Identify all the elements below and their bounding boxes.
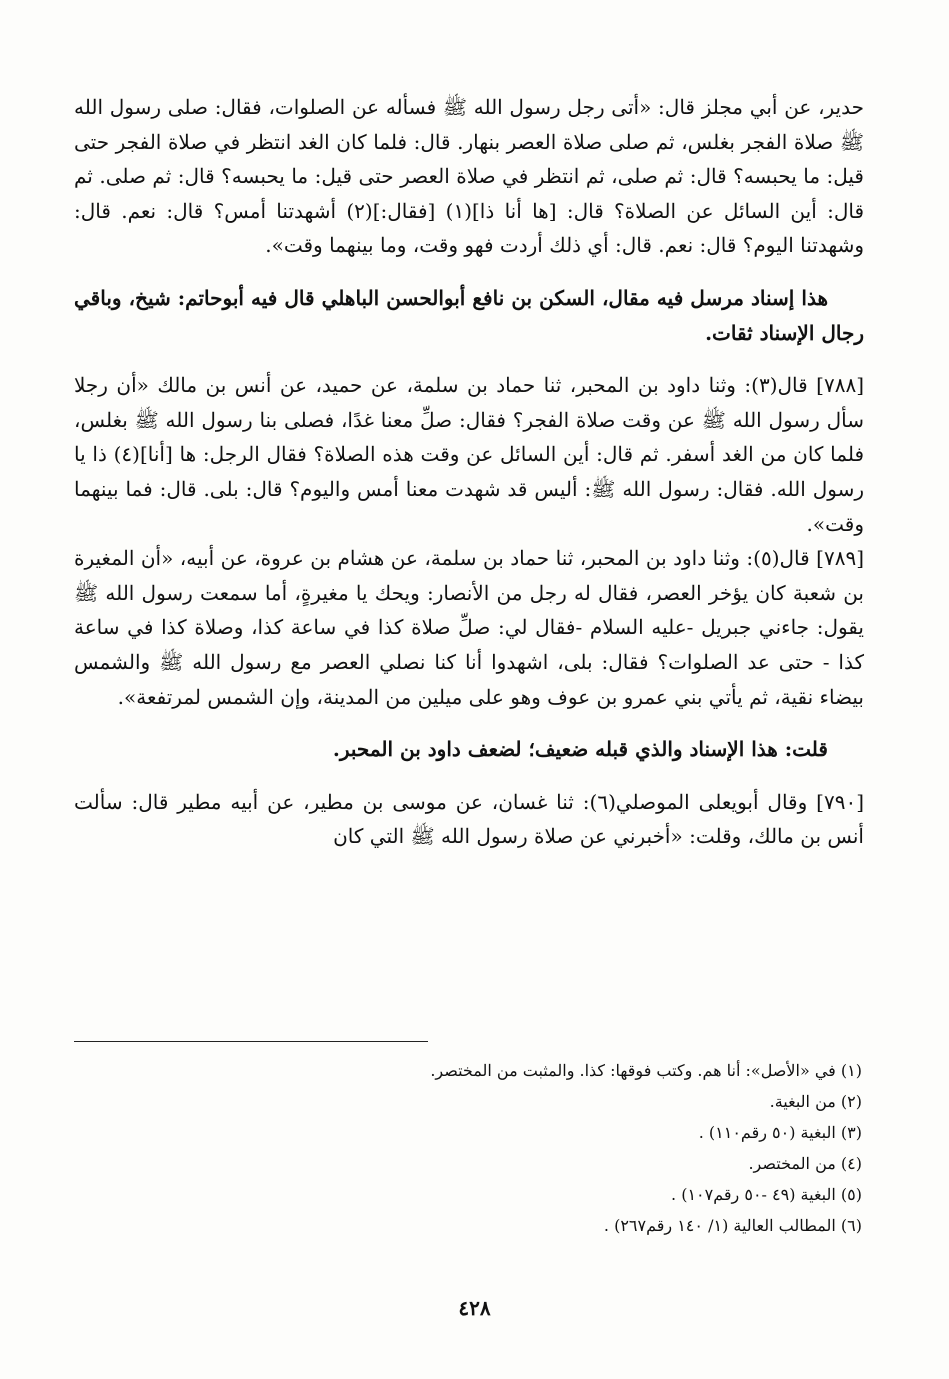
paragraph-qult-comment: قلت: هذا الإسناد والذي قبله ضعيف؛ لضعف داود بن المحبر. bbox=[332, 737, 828, 762]
footnote-6: (٦) المطالب العالية (١/ ١٤٠ رقم٢٦٧) . bbox=[603, 1216, 862, 1235]
paragraph-isnad-comment: هذا إسناد مرسل فيه مقال، السكن بن نافع أبوالحسن الباهلي قال فيه أبوحاتم: شيخ، وباقي رجال الإسناد ثقات. bbox=[74, 285, 864, 345]
footnote-4: (٤) من المختصر. bbox=[748, 1154, 862, 1173]
paragraph-hadith-789: [٧٨٩] قال(٥): وثنا داود بن المحبر، ثنا حماد بن سلمة، عن هشام بن عروة، عن أبيه، «أن المغيرة بن شعبة كان يؤخر العصر، فقال له رجل من الأنصار: ويحك يا مغيرةٍ، أما سمعت رسول الله ﷺ يقول: جاءني جبريل -عليه السلام -فقال لي: صلِّ صلاة كذا في ساعة كذا، وصلاة كذا في ساعة كذا - حتى عد الصلوات؟ فقال: بلى، اشهدوا أنا كنا نصلي العصر مع رسول الله ﷺ والشمس بيضاء نقية، ثم يأتي بني عمرو بن عوف وهو على ميلين من المدينة، وإن الشمس لمرتفعة». bbox=[74, 546, 864, 709]
paragraph-hadith-790: [٧٩٠] وقال أبويعلى الموصلي(٦): ثنا غسان، عن موسى بن مطير، عن أبيه مطير قال: سألت أنس بن مالك، وقلت: «أخبرني عن صلاة رسول الله ﷺ التي كان bbox=[74, 789, 864, 849]
footnote-separator bbox=[74, 1041, 428, 1042]
footnote-1: (١) في «الأصل»: أنا هم. وكتب فوقها: كذا. والمثبت من المختصر. bbox=[430, 1061, 862, 1080]
main-text bbox=[74, 90, 864, 854]
footnote-5: (٥) البغية (٤٩ -٥٠ رقم١٠٧) . bbox=[671, 1185, 862, 1204]
footnote-2: (٢) من البغية. bbox=[769, 1092, 862, 1111]
paragraph-hadith-788: [٧٨٨] قال(٣): وثنا داود بن المحبر، ثنا حماد بن سلمة، عن حميد، عن أنس بن مالك «أن رجلا سأل رسول الله ﷺ عن وقت صلاة الفجر؟ فقال: صلِّ معنا غدًا، فصلى بنا رسول الله ﷺ بغلس، فلما كان من الغد أسفر. ثم قال: أين السائل عن وقت هذه الصلاة؟ فقال الرجل: ها [أنا](٤) ذا يا رسول الله. فقال: رسول الله ﷺ: أليس قد شهدت معنا أمس واليوم؟ قال: بلى. قال: فما بينهما وقت». bbox=[74, 373, 864, 536]
paragraph-hadith-787-cont: حدير، عن أبي مجلز قال: «أتى رجل رسول الله ﷺ فسأله عن الصلوات، فقال: صلى رسول الله ﷺ صلاة الفجر بغلس، ثم صلى صلاة العصر بنهار. قال: فلما كان الغد انتظر في صلاة الفجر حتى قيل: ما يحبسه؟ قال: ثم صلى، ثم انتظر في صلاة العصر حتى قيل: ما يحبسه؟ قال: ثم صلى. ثم قال: أين السائل عن الصلاة؟ قال: [ها أنا ذا](١) [فقال:](٢) أشهدتنا أمس؟ قال: نعم. قال: وشهدتنا اليوم؟ قال: نعم. قال: أي ذلك أردت فهو وقت، وما بينهما وقت». bbox=[74, 95, 865, 258]
page-number: ٤٢٨ bbox=[458, 1296, 491, 1320]
footnote-3: (٣) البغية (٥٠ رقم١١٠) . bbox=[698, 1123, 862, 1142]
footnotes bbox=[342, 1055, 862, 1241]
